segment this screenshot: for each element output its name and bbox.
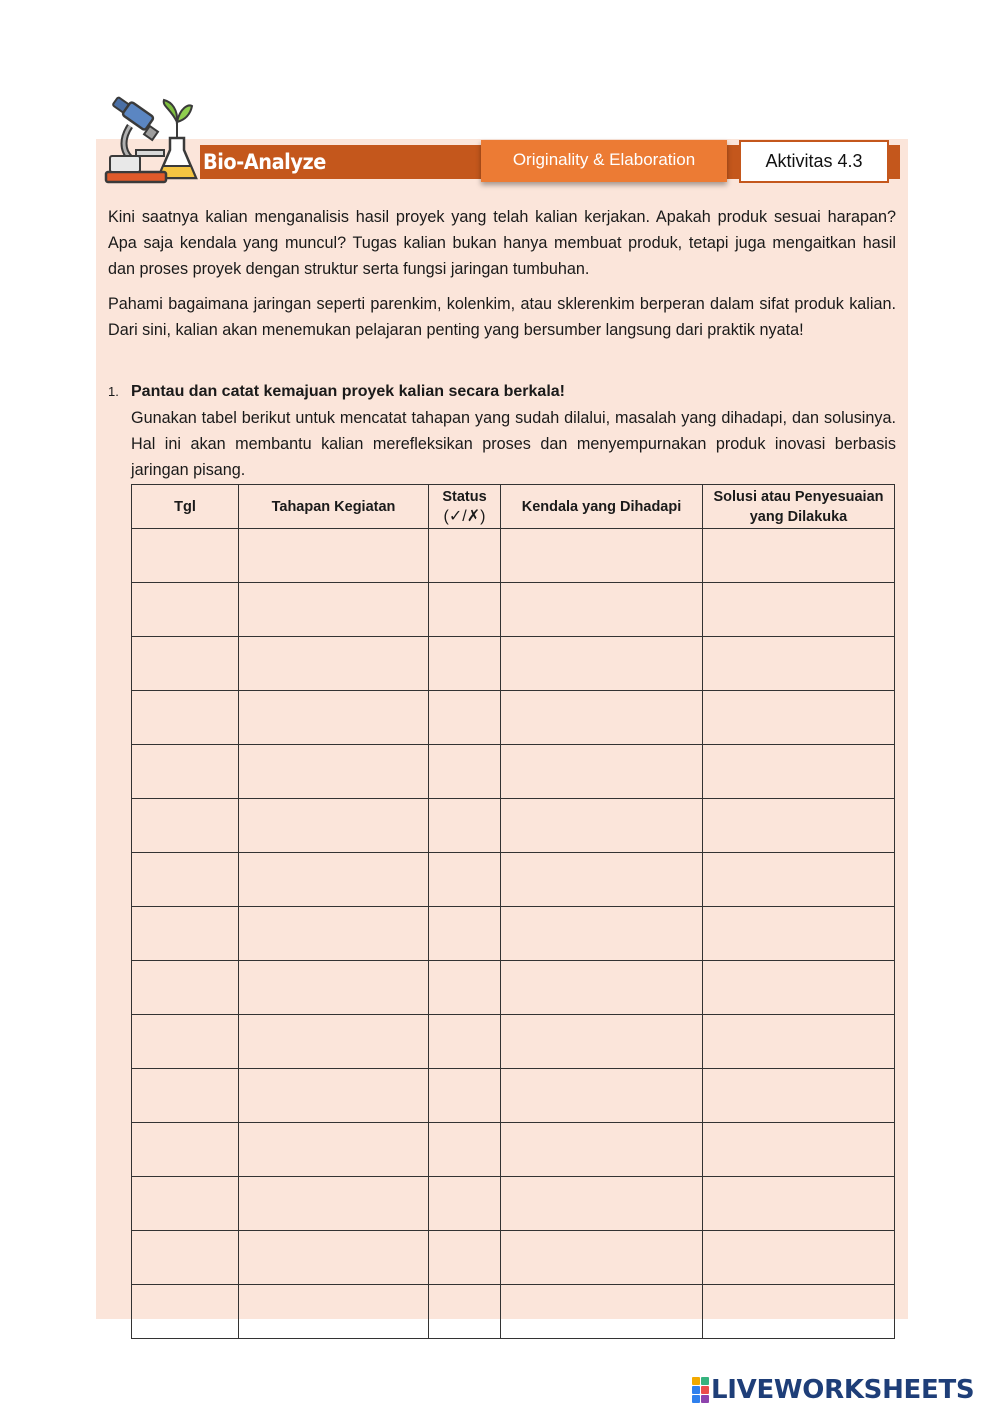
table-row bbox=[132, 1069, 895, 1123]
status-cell[interactable] bbox=[429, 1015, 501, 1069]
obstacle-cell[interactable] bbox=[501, 907, 703, 961]
stage-cell[interactable] bbox=[239, 907, 429, 961]
table-row bbox=[132, 799, 895, 853]
obstacle-cell[interactable] bbox=[501, 529, 703, 583]
date-cell[interactable] bbox=[132, 529, 239, 583]
date-cell[interactable] bbox=[132, 583, 239, 637]
intro-paragraph-2: Pahami bagaimana jaringan seperti parenkim, kolenkim, atau sklerenkim berperan dalam sifat produk kalian. Dari sini, kalian akan menemukan pelajaran penting yang bersumber langsung dari praktik nyata! bbox=[108, 295, 896, 339]
solution-cell[interactable] bbox=[703, 745, 895, 799]
task-number: 1. bbox=[108, 384, 119, 399]
table-row bbox=[132, 1285, 895, 1339]
task-instructions: Gunakan tabel berikut untuk mencatat tahapan yang sudah dilalui, masalah yang dihadapi, dan solusinya. Hal ini akan membantu kalian merefleksikan proses dan menyempurnakan produk inovasi berbasis jaringan pisang. bbox=[131, 409, 896, 479]
date-cell[interactable] bbox=[132, 1123, 239, 1177]
table-row bbox=[132, 637, 895, 691]
header-status bbox=[429, 485, 501, 529]
obstacle-cell[interactable] bbox=[501, 1231, 703, 1285]
header-stage: Tahapan Kegiatan bbox=[239, 485, 429, 529]
stage-cell[interactable] bbox=[239, 529, 429, 583]
stage-cell[interactable] bbox=[239, 1231, 429, 1285]
stage-cell[interactable] bbox=[239, 1285, 429, 1339]
header-date: Tgl bbox=[132, 485, 239, 529]
table-row bbox=[132, 745, 895, 799]
table-row bbox=[132, 583, 895, 637]
obstacle-cell[interactable] bbox=[501, 799, 703, 853]
stage-cell[interactable] bbox=[239, 691, 429, 745]
date-cell[interactable] bbox=[132, 1231, 239, 1285]
table-row bbox=[132, 691, 895, 745]
solution-cell[interactable] bbox=[703, 691, 895, 745]
table-body bbox=[132, 529, 895, 1339]
status-cell[interactable] bbox=[429, 799, 501, 853]
microscope-flask-icon bbox=[100, 94, 200, 188]
table-row bbox=[132, 1231, 895, 1285]
date-cell[interactable] bbox=[132, 691, 239, 745]
date-cell[interactable] bbox=[132, 1177, 239, 1231]
header-solution bbox=[703, 485, 895, 529]
table-row bbox=[132, 1123, 895, 1177]
solution-cell[interactable] bbox=[703, 1069, 895, 1123]
intro-paragraph-1: Kini saatnya kalian menganalisis hasil proyek yang telah kalian kerjakan. Apakah produk sesuai harapan? Apa saja kendala yang muncul? Tugas kalian bukan hanya membuat produk, tetapi juga mengaitkan hasil dan proses proyek dengan struktur serta fungsi jaringan tumbuhan. bbox=[108, 208, 896, 278]
solution-cell[interactable] bbox=[703, 1123, 895, 1177]
table-row bbox=[132, 961, 895, 1015]
date-cell[interactable] bbox=[132, 1015, 239, 1069]
date-cell[interactable] bbox=[132, 1069, 239, 1123]
obstacle-cell[interactable] bbox=[501, 583, 703, 637]
status-cell[interactable] bbox=[429, 1069, 501, 1123]
solution-cell[interactable] bbox=[703, 799, 895, 853]
status-cell[interactable] bbox=[429, 583, 501, 637]
solution-cell[interactable] bbox=[703, 1177, 895, 1231]
stage-cell[interactable] bbox=[239, 637, 429, 691]
date-cell[interactable] bbox=[132, 961, 239, 1015]
obstacle-cell[interactable] bbox=[501, 853, 703, 907]
stage-cell[interactable] bbox=[239, 1123, 429, 1177]
liveworksheets-mark-icon bbox=[692, 1377, 709, 1403]
solution-cell[interactable] bbox=[703, 583, 895, 637]
status-cell[interactable] bbox=[429, 1123, 501, 1177]
status-cell[interactable] bbox=[429, 1177, 501, 1231]
table-row bbox=[132, 853, 895, 907]
status-cell[interactable] bbox=[429, 745, 501, 799]
obstacle-cell[interactable] bbox=[501, 691, 703, 745]
solution-cell[interactable] bbox=[703, 1231, 895, 1285]
header-status-label: Status bbox=[442, 488, 487, 505]
obstacle-cell[interactable] bbox=[501, 1285, 703, 1339]
stage-cell[interactable] bbox=[239, 1069, 429, 1123]
solution-cell[interactable] bbox=[703, 637, 895, 691]
stage-cell[interactable] bbox=[239, 853, 429, 907]
status-cell[interactable] bbox=[429, 1231, 501, 1285]
solution-cell[interactable] bbox=[703, 961, 895, 1015]
date-cell[interactable] bbox=[132, 799, 239, 853]
date-cell[interactable] bbox=[132, 853, 239, 907]
table-header-row bbox=[132, 485, 895, 529]
obstacle-cell[interactable] bbox=[501, 1123, 703, 1177]
date-cell[interactable] bbox=[132, 745, 239, 799]
header-status-symbols: (✓/✗) bbox=[443, 507, 486, 525]
status-cell[interactable] bbox=[429, 691, 501, 745]
obstacle-cell[interactable] bbox=[501, 1015, 703, 1069]
date-cell[interactable] bbox=[132, 907, 239, 961]
solution-cell[interactable] bbox=[703, 529, 895, 583]
brand-name: LIVEWORKSHEETS bbox=[711, 1375, 975, 1405]
stage-cell[interactable] bbox=[239, 745, 429, 799]
table-row bbox=[132, 1015, 895, 1069]
table-row bbox=[132, 529, 895, 583]
header-solution-line1: Solusi atau Penyesuaian bbox=[713, 488, 884, 505]
date-cell[interactable] bbox=[132, 1285, 239, 1339]
progress-log-table bbox=[131, 484, 895, 1339]
header-solution-line2: yang Dilakuka bbox=[749, 508, 848, 525]
solution-cell[interactable] bbox=[703, 853, 895, 907]
solution-cell[interactable] bbox=[703, 907, 895, 961]
obstacle-cell[interactable] bbox=[501, 745, 703, 799]
solution-cell[interactable] bbox=[703, 1285, 895, 1339]
stage-cell[interactable] bbox=[239, 583, 429, 637]
solution-cell[interactable] bbox=[703, 1015, 895, 1069]
status-cell[interactable] bbox=[429, 637, 501, 691]
obstacle-cell[interactable] bbox=[501, 1177, 703, 1231]
section-title: Bio-Analyze bbox=[203, 150, 326, 174]
stage-cell[interactable] bbox=[239, 961, 429, 1015]
stage-cell[interactable] bbox=[239, 1177, 429, 1231]
status-cell[interactable] bbox=[429, 853, 501, 907]
obstacle-cell[interactable] bbox=[501, 961, 703, 1015]
obstacle-cell[interactable] bbox=[501, 637, 703, 691]
header-obstacle: Kendala yang Dihadapi bbox=[501, 485, 703, 529]
status-cell[interactable] bbox=[429, 907, 501, 961]
status-cell[interactable] bbox=[429, 961, 501, 1015]
table-row bbox=[132, 907, 895, 961]
table-row bbox=[132, 1177, 895, 1231]
date-cell[interactable] bbox=[132, 637, 239, 691]
status-cell[interactable] bbox=[429, 529, 501, 583]
stage-cell[interactable] bbox=[239, 799, 429, 853]
activity-label: Aktivitas 4.3 bbox=[739, 140, 889, 183]
status-cell[interactable] bbox=[429, 1285, 501, 1339]
stage-cell[interactable] bbox=[239, 1015, 429, 1069]
obstacle-cell[interactable] bbox=[501, 1069, 703, 1123]
skill-tag: Originality & Elaboration bbox=[481, 140, 727, 182]
task-title: Pantau dan catat kemajuan proyek kalian secara berkala! bbox=[131, 383, 565, 400]
liveworksheets-logo bbox=[692, 1374, 974, 1406]
